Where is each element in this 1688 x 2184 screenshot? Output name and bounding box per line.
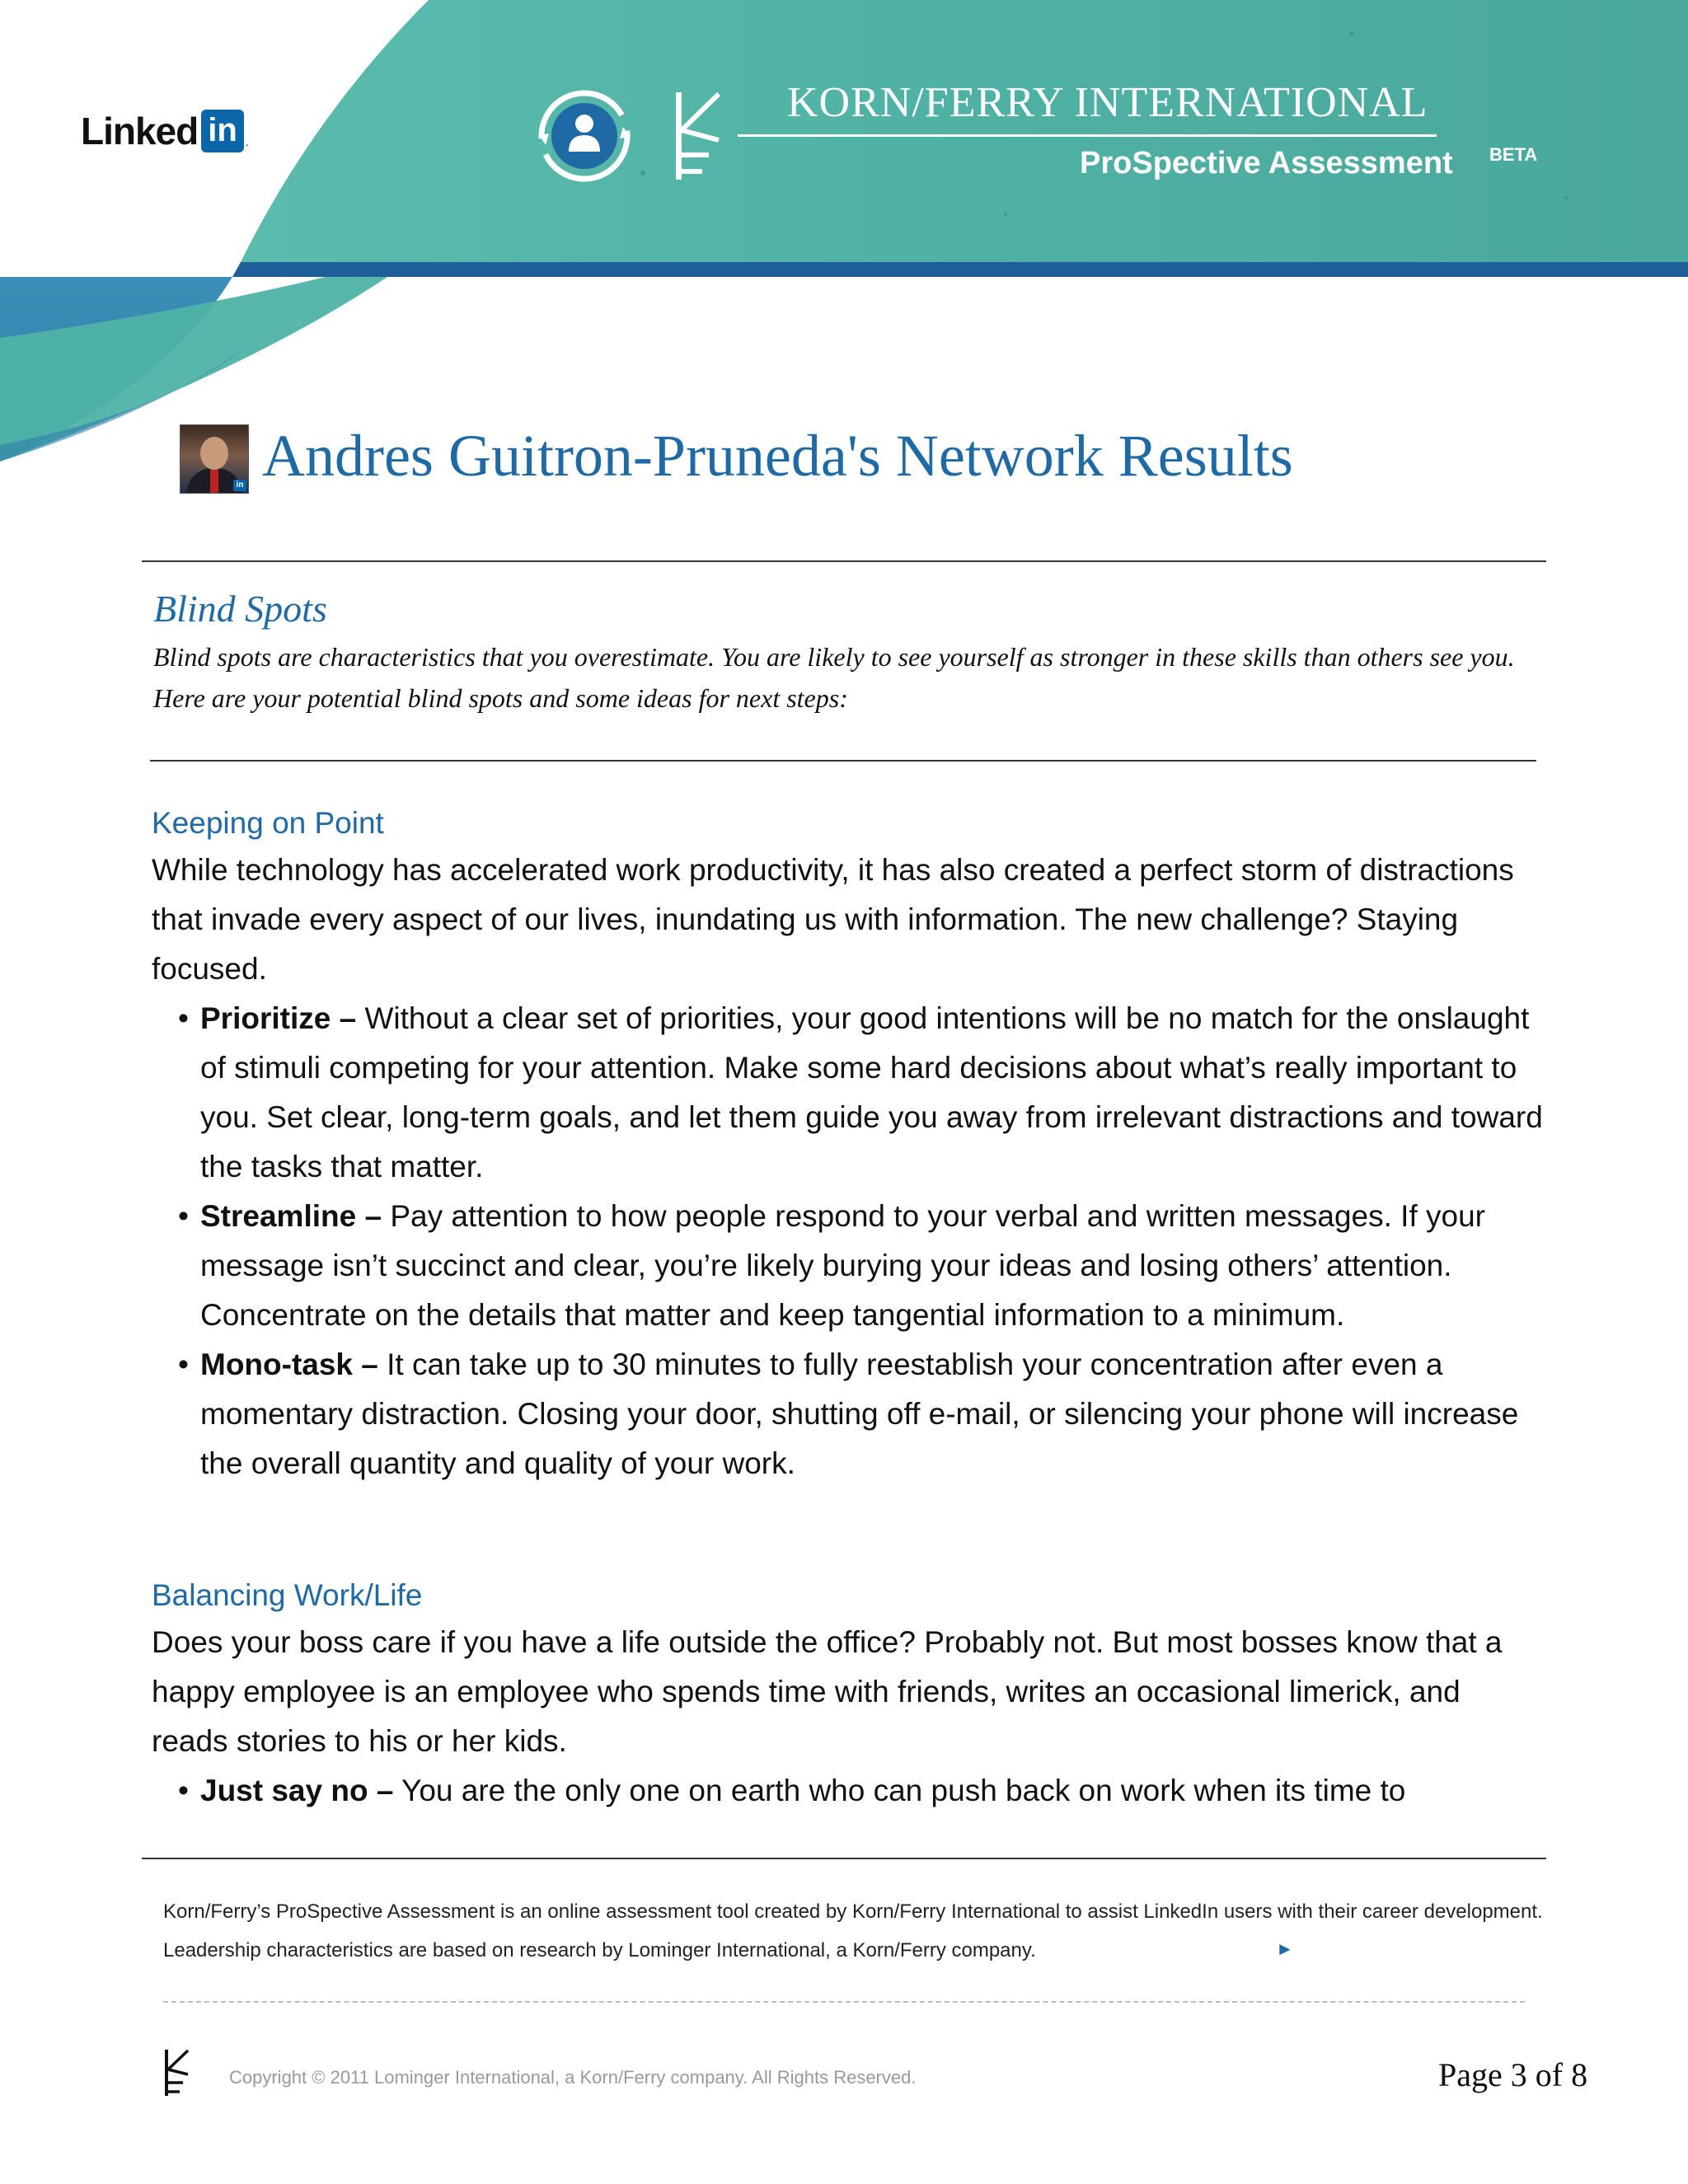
- linkedin-wordmark: Linked: [81, 110, 199, 152]
- topic-bullets: [152, 994, 1545, 1488]
- next-arrow-icon[interactable]: ►: [1276, 1938, 1294, 1959]
- kornferry-small-monogram-icon: [162, 2048, 195, 2097]
- bullet-item: [152, 1192, 1545, 1340]
- photo-linkedin-badge: in: [233, 480, 246, 491]
- bullet-text: You are the only one on earth who can push back on work when its time to: [393, 1774, 1406, 1807]
- product-name: ProSpective Assessment: [1080, 146, 1453, 180]
- topic-heading: Balancing Work/Life: [152, 1578, 423, 1612]
- topic-intro: While technology has accelerated work productivity, it has also created a perfect storm of distractions that invade every aspect of our lives, inundating us with information. The new challenge? Staying focused.: [152, 853, 1514, 986]
- footer-note: Korn/Ferry’s ProSpective Assessment is an online assessment tool created by Korn/Ferry International to assist LinkedIn users with their career development. Leadership characteristics are based on research by Lominger International, a Korn/Ferry company.: [163, 1900, 1543, 1961]
- beta-badge: BETA: [1489, 144, 1538, 165]
- bullet-term: Mono-task –: [200, 1347, 378, 1381]
- footer-divider: [142, 1858, 1546, 1859]
- linkedin-dot: .: [245, 135, 249, 148]
- bullet-text: Without a clear set of priorities, your good intentions will be no match for the onslaught of stimuli competing for your attention. Make some hard decisions about what’s really important to you. Set clear, long-term goals, and let them guide you away from irrelevant distractions and toward the tasks that matter.: [200, 1001, 1543, 1183]
- bullet-item: [152, 994, 1545, 1192]
- assessment-person-icon: [534, 86, 635, 186]
- section-divider: [150, 760, 1536, 762]
- page-title: Andres Guitron-Pruneda's Network Results: [262, 423, 1293, 489]
- kornferry-monogram-icon: [669, 89, 735, 183]
- bullet-term: Streamline –: [200, 1199, 382, 1233]
- copyright-text: Copyright © 2011 Lominger International, a Korn/Ferry company. All Rights Reserved.: [229, 2067, 917, 2088]
- profile-photo[interactable]: [180, 424, 249, 494]
- brand-underline: [738, 134, 1437, 137]
- header-banner: [0, 0, 1688, 462]
- section-intro: Blind spots are characteristics that you overestimate. You are likely to see yourself as stronger in these skills than others see you. Here are your potential blind spots and some ideas for next steps:: [153, 642, 1515, 713]
- bullet-text: It can take up to 30 minutes to fully reestablish your concentration after even a momentary distraction. Closing your door, shutting off e-mail, or silencing your phone will increase the overall quantity and quality of your work.: [200, 1347, 1519, 1480]
- section-title: Blind Spots: [153, 588, 327, 630]
- page-number: Page 3 of 8: [1438, 2056, 1588, 2093]
- topic-intro: Does your boss care if you have a life outside the office? Probably not. But most bosses know that a happy employee is an employee who spends time with friends, writes an occasional limerick, and reads stories to his or her kids.: [152, 1625, 1503, 1758]
- bullet-term: Prioritize –: [200, 1001, 357, 1035]
- topic-heading: Keeping on Point: [152, 806, 384, 840]
- bullet-term: Just say no –: [200, 1774, 394, 1807]
- topic-bullets: [152, 1766, 1545, 1816]
- title-divider: [142, 560, 1546, 562]
- company-name: KORN/FERRY INTERNATIONAL: [787, 79, 1428, 126]
- topic-keeping-on-point: [152, 806, 1545, 1488]
- bullet-item: [152, 1340, 1545, 1488]
- bullet-item: [152, 1766, 1545, 1816]
- footer-dashed-divider: [163, 2001, 1525, 2003]
- linkedin-in-badge: in: [201, 110, 244, 152]
- bullet-text: Pay attention to how people respond to your verbal and written messages. If your message isn’t succinct and clear, you’re likely burying your ideas and losing others’ attention. Concentrate on the details that matter and keep tangential information to a minimum.: [200, 1199, 1485, 1332]
- linkedin-logo: [81, 109, 249, 153]
- topic-balancing-work-life: [152, 1578, 1545, 1816]
